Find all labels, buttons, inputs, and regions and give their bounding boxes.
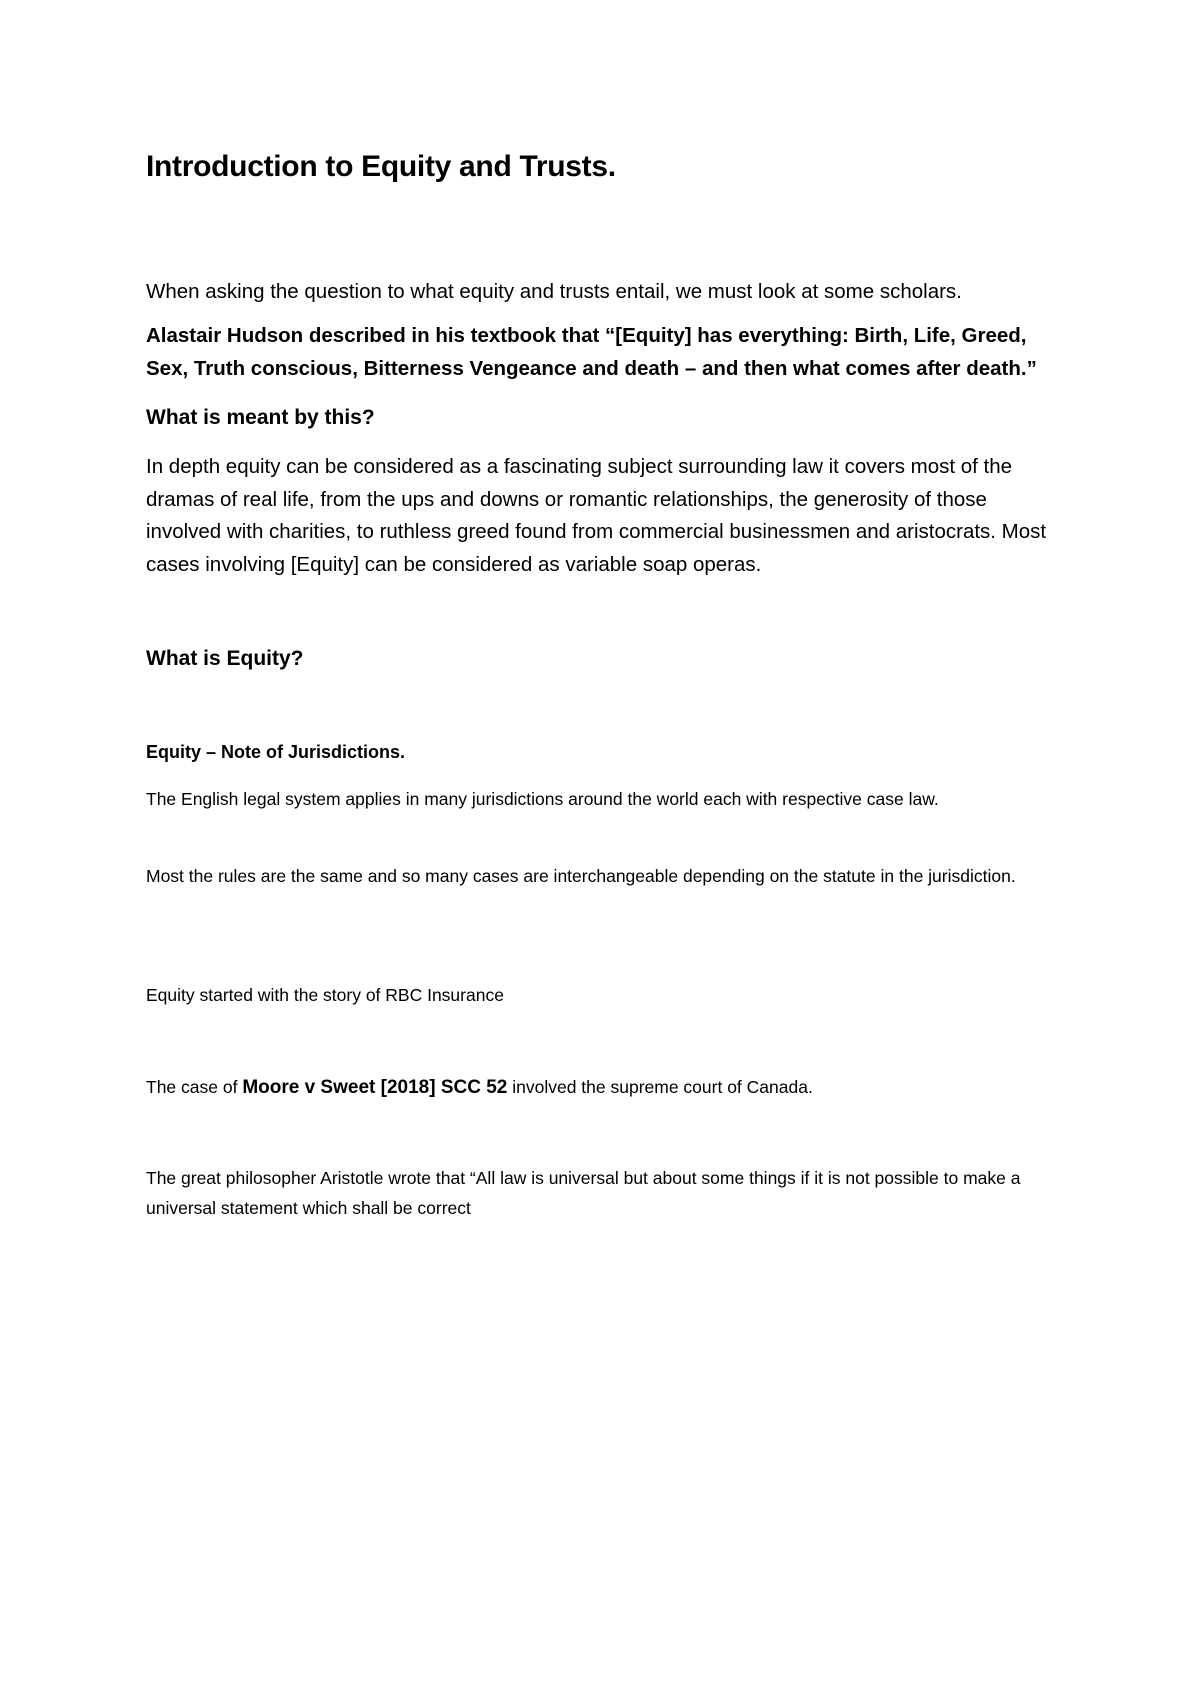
question-heading: What is meant by this? <box>146 406 375 429</box>
in-depth-paragraph: In depth equity can be considered as a fascinating subject surrounding law it covers most of the dramas of real life, from the ups and downs or romantic relationships, the generosity of those involved with charities, to ruthless greed found from commercial businessmen and aristocrats. Most cases involving [Equity] can be considered as variable soap operas. <box>146 455 1047 576</box>
english-legal-system-paragraph: The English legal system applies in many jurisdictions around the world each with respective case law. <box>146 789 939 809</box>
hudson-quote-paragraph: Alastair Hudson described in his textbook that “[Equity] has everything: Birth, Life, Greed, Sex, Truth conscious, Bitterness Vengeance and death – and then what comes after death.” <box>146 324 1037 380</box>
aristotle-paragraph: The great philosopher Aristotle wrote that “All law is universal but about some things if it is not possible to make a universal statement which shall be correct <box>146 1168 1021 1218</box>
moore-paragraph <box>146 1072 1066 1103</box>
moore-case-name: Moore v Sweet [2018] SCC 52 <box>242 1077 508 1098</box>
document-title: Introduction to Equity and Trusts. <box>146 150 616 183</box>
intro-paragraph: When asking the question to what equity and trusts entail, we must look at some scholars. <box>146 280 962 303</box>
jurisdictions-heading: Equity – Note of Jurisdictions. <box>146 742 406 762</box>
moore-prefix: The case of <box>146 1077 243 1097</box>
what-is-equity-heading: What is Equity? <box>146 647 304 670</box>
most-rules-paragraph: Most the rules are the same and so many cases are interchangeable depending on the statute in the jurisdiction. <box>146 866 1016 886</box>
moore-suffix: involved the supreme court of Canada. <box>507 1077 813 1097</box>
rbc-paragraph: Equity started with the story of RBC Insurance <box>146 985 504 1005</box>
